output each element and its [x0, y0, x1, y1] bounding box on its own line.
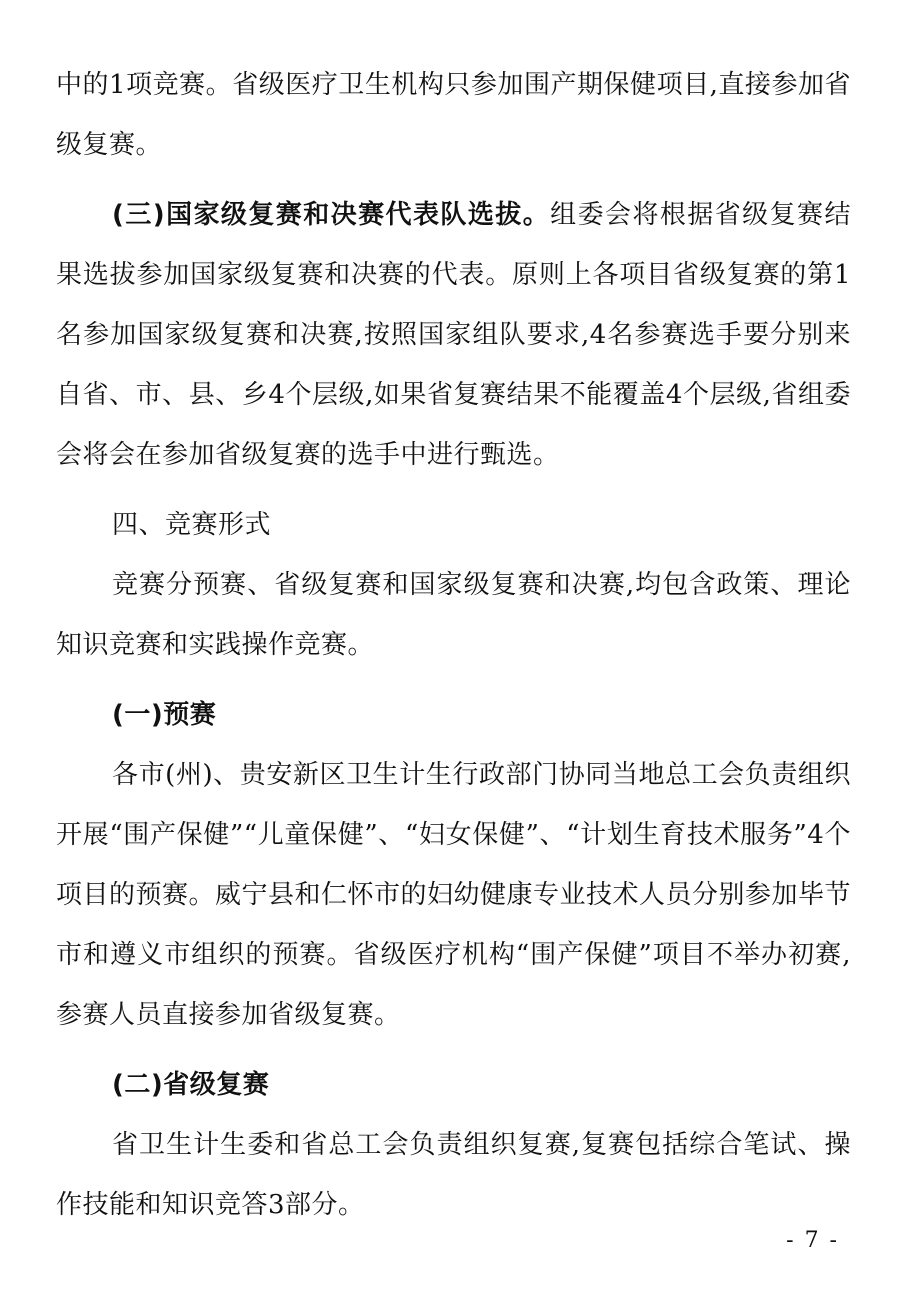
paragraph-competition-format	[56, 555, 851, 675]
paragraph-text: 组委会将根据省级复赛结果选拔参加国家级复赛和决赛的代表。原则上各项目省级复赛的第1名参加国家级复赛和决赛,按照国家组队要求,4名参赛选手要分别来自省、市、县、乡4个层级,如果省复赛结果不能覆盖4个层级,省组委会将会在参加省级复赛的选手中进行甄选。	[56, 200, 851, 470]
section-heading-selection: (三)国家级复赛和决赛代表队选拔。	[112, 200, 551, 230]
heading-text: (一)预赛	[112, 700, 217, 730]
section-title-competition-format	[56, 495, 851, 555]
paragraph-preliminary	[56, 745, 851, 1045]
heading-text: (二)省级复赛	[112, 1070, 270, 1100]
paragraph-selection	[56, 185, 851, 485]
page-number: - 7 -	[786, 1228, 839, 1253]
paragraph-provincial	[56, 1115, 851, 1235]
section-heading-provincial	[56, 1055, 851, 1115]
paragraph-text: 竞赛分预赛、省级复赛和国家级复赛和决赛,均包含政策、理论知识竞赛和实践操作竞赛。	[56, 570, 851, 660]
paragraph-text: 中的1项竞赛。省级医疗卫生机构只参加围产期保健项目,直接参加省级复赛。	[56, 70, 851, 160]
section-title-text: 四、竞赛形式	[112, 510, 272, 540]
paragraph-text: 各市(州)、贵安新区卫生计生行政部门协同当地总工会负责组织开展“围产保健”“儿童保健”、“妇女保健”、“计划生育技术服务”4个项目的预赛。威宁县和仁怀市的妇幼健康专业技术人员分别参加毕节市和遵义市组织的预赛。省级医疗机构“围产保健”项目不举办初赛,参赛人员直接参加省级复赛。	[56, 760, 852, 1030]
paragraph-continuation	[56, 55, 851, 175]
paragraph-text: 省卫生计生委和省总工会负责组织复赛,复赛包括综合笔试、操作技能和知识竞答3部分。	[56, 1130, 851, 1220]
section-heading-preliminary	[56, 685, 851, 745]
document-page	[56, 55, 851, 1235]
